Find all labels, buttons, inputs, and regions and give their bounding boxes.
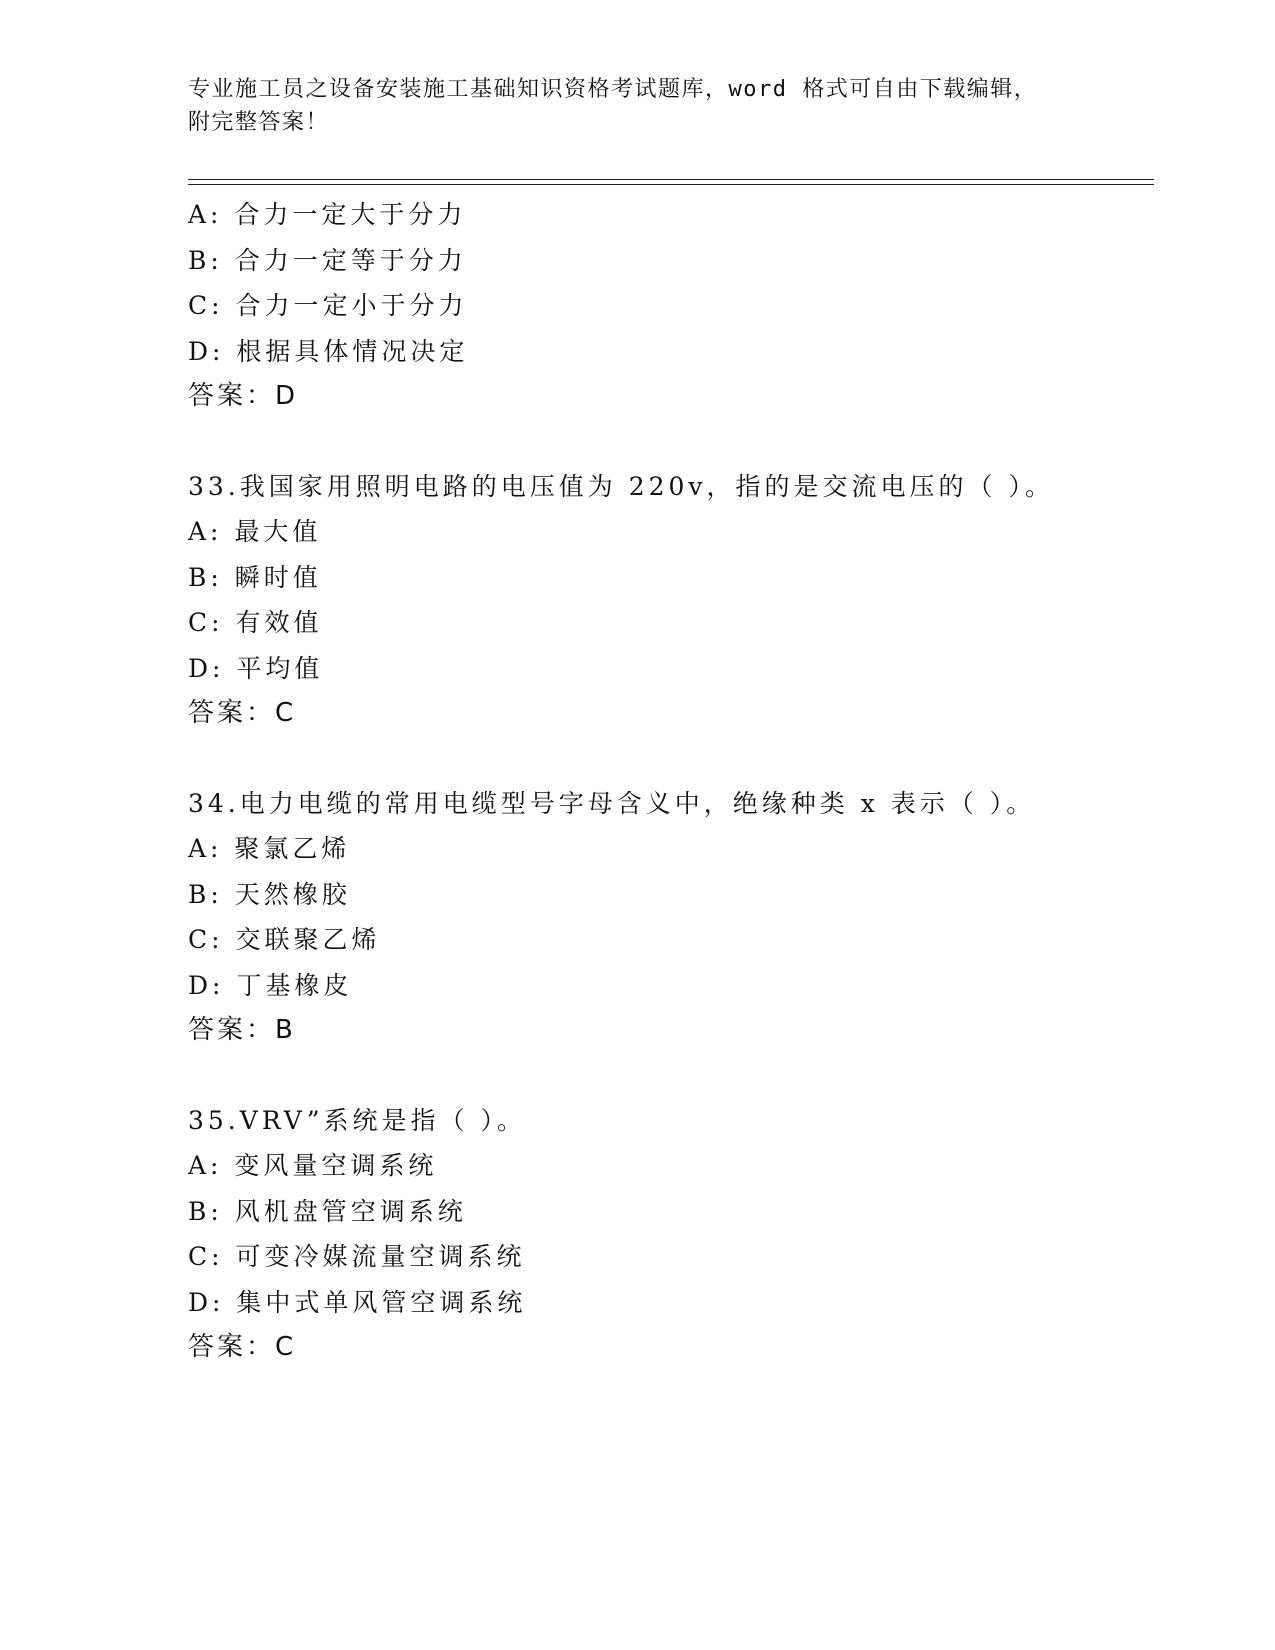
header-title-line-1: 专业施工员之设备安装施工基础知识资格考试题库，word 格式可自由下载编辑， xyxy=(188,77,1038,102)
answer-line: 答案：C xyxy=(188,1332,297,1362)
option-b: B: 合力一定等于分力 xyxy=(188,245,467,275)
option-c: C: 有效值 xyxy=(188,608,323,637)
option-c: C: 合力一定小于分力 xyxy=(188,291,468,320)
option-b: B: 风机盘管空调系统 xyxy=(188,1196,467,1226)
question-text: 33.我国家用照明电路的电压值为 220v，指的是交流电压的（ ）。 xyxy=(188,471,1054,501)
option-a: A: 变风量空调系统 xyxy=(188,1151,438,1180)
option-a: A: 聚氯乙烯 xyxy=(188,834,351,863)
option-b: B: 瞬时值 xyxy=(188,562,322,592)
option-c: C: 可变冷媒流量空调系统 xyxy=(188,1242,526,1271)
question-block-34 xyxy=(188,781,1148,1054)
option-c: C: 交联聚乙烯 xyxy=(188,925,381,954)
header-divider-bottom xyxy=(188,184,1154,185)
question-block-35 xyxy=(188,1098,1148,1371)
question-list xyxy=(188,192,1148,1371)
document-header xyxy=(188,73,1088,139)
option-d: D: 平均值 xyxy=(188,653,324,683)
answer-line: 答案：C xyxy=(188,698,297,728)
answer-line: 答案：B xyxy=(188,1015,296,1045)
option-d: D: 集中式单风管空调系统 xyxy=(188,1287,527,1317)
option-b: B: 天然橡胶 xyxy=(188,879,351,909)
question-text: 34.电力电缆的常用电缆型号字母含义中，绝缘种类 x 表示（ ）。 xyxy=(188,788,1036,818)
header-title-line-2: 附完整答案！ xyxy=(188,110,330,135)
question-block-33 xyxy=(188,464,1148,737)
answer-line: 答案：D xyxy=(188,381,299,411)
question-block-32 xyxy=(188,192,1148,420)
question-text: 35.VRV”系统是指（ ）。 xyxy=(188,1105,526,1135)
option-a: A: 最大值 xyxy=(188,517,322,546)
option-a: A: 合力一定大于分力 xyxy=(188,200,467,229)
option-d: D: 根据具体情况决定 xyxy=(188,336,469,366)
option-d: D: 丁基橡皮 xyxy=(188,970,353,1000)
header-divider-top xyxy=(188,179,1154,180)
